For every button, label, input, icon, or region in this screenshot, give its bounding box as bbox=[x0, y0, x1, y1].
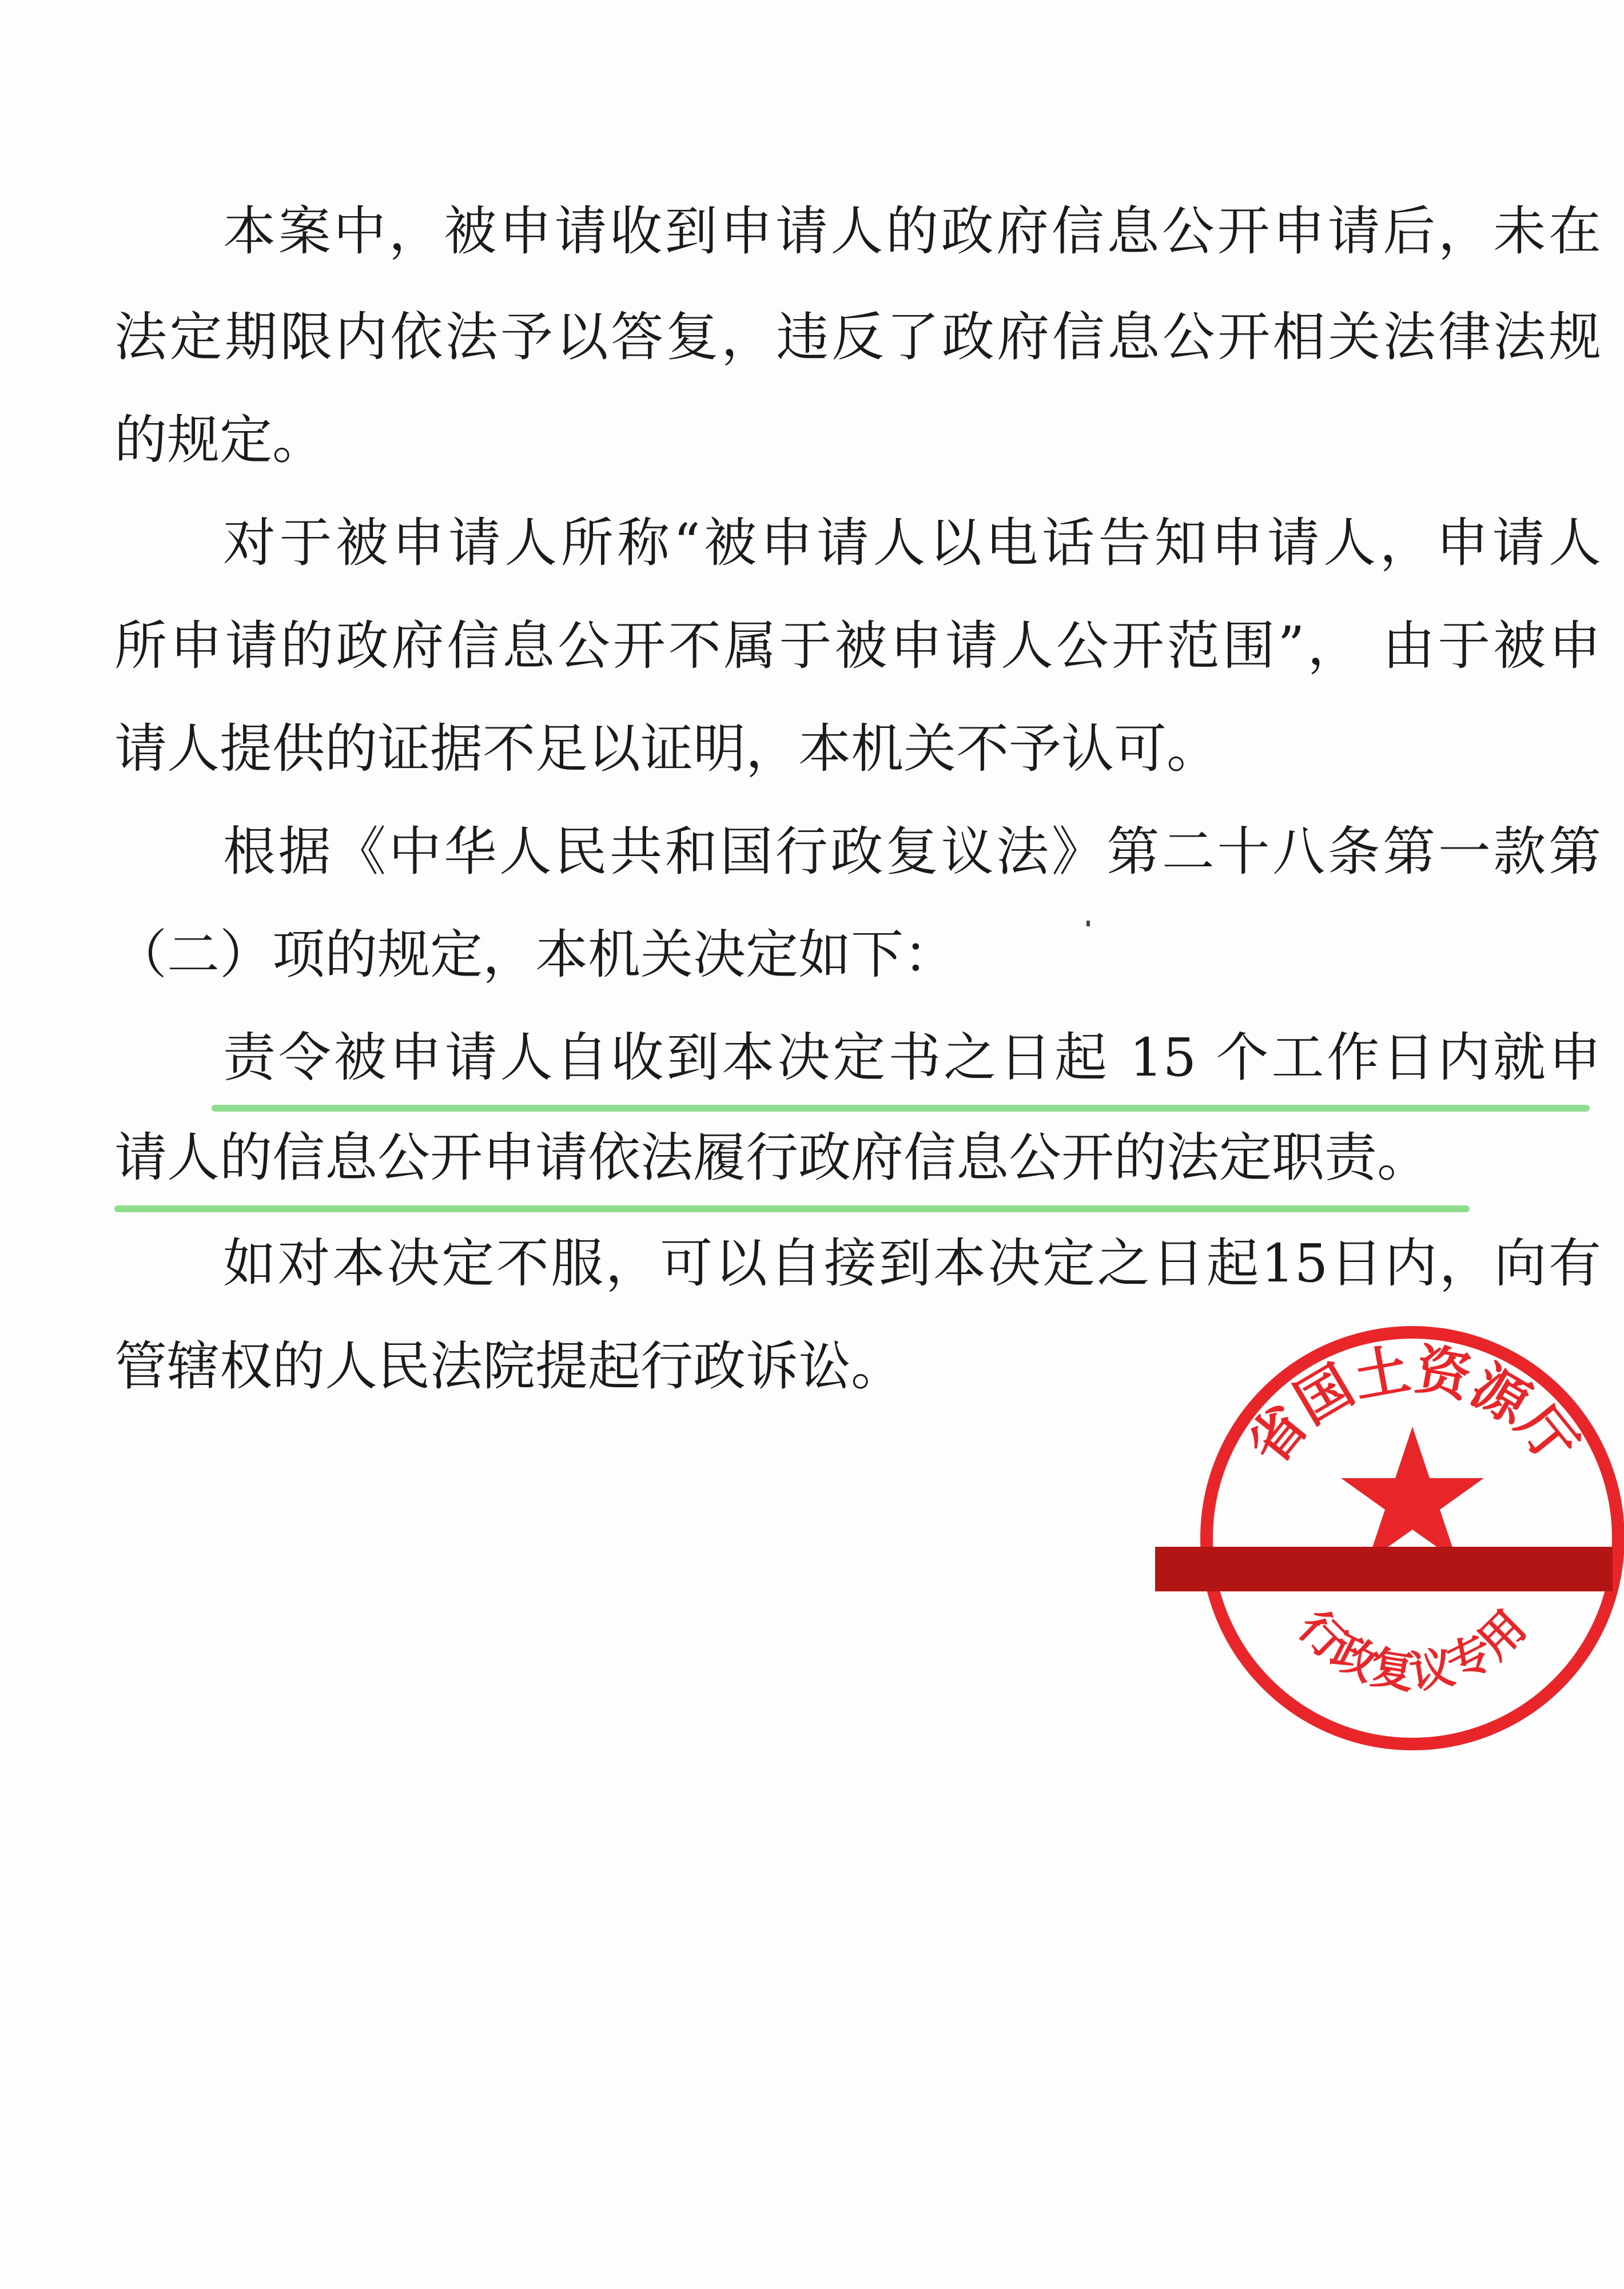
seal-star-icon bbox=[1341, 1427, 1484, 1561]
paragraph-1-line-3: 的规定。 bbox=[114, 409, 325, 471]
paragraph-1-line-2: 法定期限内依法予以答复，违反了政府信息公开相关法律法规 bbox=[114, 306, 1601, 368]
paragraph-5-line-1: 如对本决定不服，可以自接到本决定之日起15日内，向有 bbox=[223, 1233, 1601, 1294]
paragraph-3-line-2: （二）项的规定，本机关决定如下： bbox=[114, 924, 957, 985]
paragraph-2-line-3: 请人提供的证据不足以证明，本机关不予认可。 bbox=[114, 718, 1220, 779]
paragraph-2-line-2: 所申请的政府信息公开不属于被申请人公开范围”， 由于被申 bbox=[114, 615, 1601, 676]
paragraph-1-line-1: 本案中，被申请收到申请人的政府信息公开申请后，未在 bbox=[223, 201, 1601, 262]
paragraph-5-line-2: 管辖权的人民法院提起行政诉讼。 bbox=[114, 1336, 904, 1397]
decision-line-2: 请人的信息公开申请依法履行政府信息公开的法定职责。 bbox=[114, 1127, 1430, 1188]
decision-underline-2 bbox=[114, 1205, 1470, 1212]
paragraph-3-line-1: 根据《中华人民共和国行政复议法》第二十八条第一款第 bbox=[223, 821, 1601, 882]
redaction-bar bbox=[1155, 1547, 1613, 1591]
seal-bottom-text: 行政复议专用 bbox=[1288, 1601, 1537, 1699]
official-seal bbox=[1189, 1315, 1624, 1761]
paragraph-2-line-1: 对于被申请人所称“被申请人以电话告知申请人，申请人 bbox=[223, 512, 1601, 574]
decision-underline-1 bbox=[212, 1105, 1590, 1112]
scan-speck bbox=[1086, 921, 1090, 926]
seal-top-text: 省国土资源厅 bbox=[1235, 1337, 1590, 1476]
decision-line-1: 责令被申请人自收到本决定书之日起 15 个工作日内就申 bbox=[223, 1027, 1601, 1088]
